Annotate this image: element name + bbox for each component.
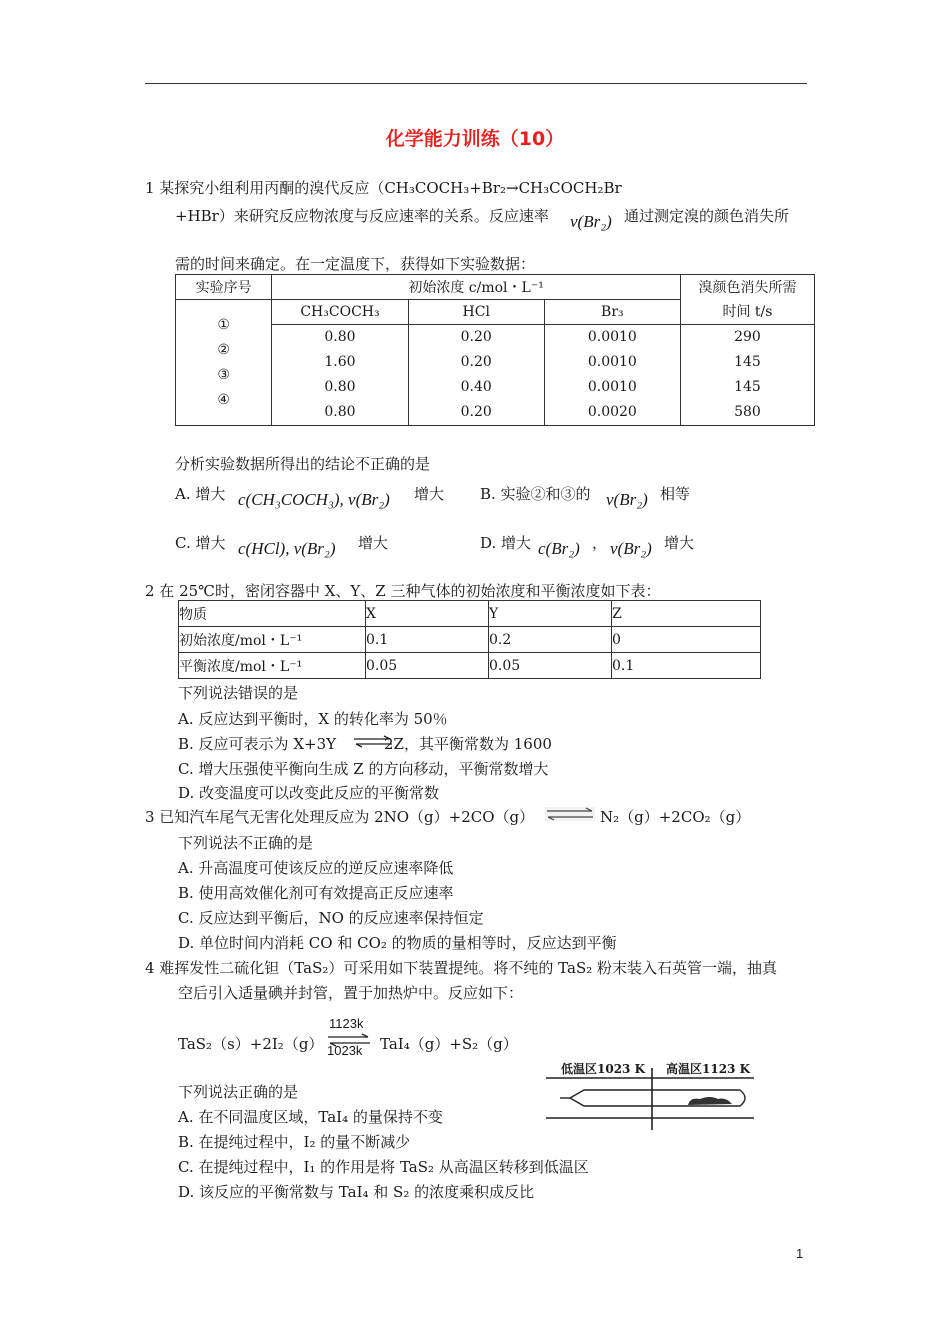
- page-title: 化学能力训练（10）: [385, 128, 565, 150]
- c4-r1: 290: [734, 329, 761, 345]
- c4-r2: 145: [734, 354, 761, 370]
- q3-option-b: B. 使用高效催化剂可有效提高正反应速率: [178, 884, 454, 902]
- q2-option-b-pre: B. 反应可表示为 X+3Y: [178, 735, 337, 753]
- q1-option-d-pre: D. 增大: [480, 534, 532, 552]
- q1-option-b-post: 相等: [660, 485, 691, 503]
- q1-option-a-pre: A. 增大: [175, 485, 226, 503]
- q1-option-a-expr: c(CH₃COCH₃), v(Br₂): [238, 490, 390, 509]
- q3-stem-pre: 3 已知汽车尾气无害化处理反应为 2NO（g）+2CO（g）: [145, 808, 535, 826]
- q1-option-c-pre: C. 增大: [175, 534, 226, 552]
- c1-r2: 1.60: [324, 354, 356, 370]
- q2-r2-3: 0.1: [612, 653, 761, 679]
- q4-eq-left: TaS₂（s）+2I₂（g）: [178, 1035, 324, 1053]
- q4-option-a: A. 在不同温度区域，TaI₄ 的量保持不变: [178, 1108, 443, 1126]
- c2-r3: 0.40: [460, 379, 492, 395]
- q2-stem: 2 在 25℃时，密闭容器中 X、Y、Z 三种气体的初始浓度和平衡浓度如下表：: [145, 582, 661, 600]
- q2-option-a: A. 反应达到平衡时，X 的转化率为 50％: [178, 710, 448, 728]
- sub-h-hcl: HCl: [408, 300, 544, 325]
- c4-r4: 580: [734, 404, 761, 420]
- q4-stem-line2: 空后引入适量碘并封管，置于加热炉中。反应如下：: [178, 984, 524, 1002]
- c4-r3: 145: [734, 379, 761, 395]
- q2-r2-0: 平衡浓度/mol・L⁻¹: [179, 653, 366, 679]
- exp-label-2: ②: [217, 341, 230, 358]
- th-time-a: 溴颜色消失所需: [698, 279, 797, 296]
- q3-option-c: C. 反应达到平衡后，NO 的反应速率保持恒定: [178, 909, 484, 927]
- q1-option-b-pre: B. 实验②和③的: [480, 485, 591, 503]
- q3-question: 下列说法不正确的是: [178, 834, 314, 852]
- q1-option-c-post: 增大: [358, 534, 389, 552]
- c2-r1: 0.20: [460, 329, 492, 345]
- q1-option-d-expr1: c(Br₂): [538, 539, 580, 558]
- q2-r1-2: 0.2: [489, 627, 612, 653]
- c3-r1: 0.0010: [587, 329, 637, 345]
- q1-line2b: 通过测定溴的颜色消失所: [624, 207, 790, 225]
- q2-r1-3: 0: [612, 627, 761, 653]
- zone-high-label: 高温区1123 K: [666, 1062, 751, 1076]
- q3-option-a: A. 升高温度可使该反应的逆反应速率降低: [178, 859, 454, 877]
- c3-r2: 0.0010: [587, 354, 637, 370]
- c2-r4: 0.20: [460, 404, 492, 420]
- q2-r2-2: 0.05: [489, 653, 612, 679]
- q2-h-2: Y: [489, 601, 612, 627]
- q1-line2a: +HBr）来研究反应物浓度与反应速率的关系。反应速率: [175, 207, 549, 225]
- q1-option-c-expr: c(HCl), v(Br₂): [238, 539, 336, 558]
- equilibrium-arrow-icon: [544, 805, 596, 823]
- exp-label-4: ④: [217, 391, 230, 408]
- q4-option-d: D. 该反应的平衡常数与 TaI₄ 和 S₂ 的浓度乘积成反比: [178, 1183, 535, 1201]
- q2-data-table: [178, 600, 761, 679]
- q1-line3: 需的时间来确定。在一定温度下，获得如下实验数据：: [175, 255, 536, 273]
- c1-r1: 0.80: [324, 329, 356, 345]
- q2-r1-0: 初始浓度/mol・L⁻¹: [179, 627, 366, 653]
- q1-option-b-expr: v(Br₂): [606, 490, 648, 509]
- q3-stem-post: N₂（g）+2CO₂（g）: [600, 808, 751, 826]
- exp-label-1: ①: [217, 316, 230, 333]
- q4-eq-right: TaI₄（g）+S₂（g）: [380, 1035, 518, 1053]
- q4-eq-bottom: 1023k: [327, 1043, 363, 1058]
- q2-option-d: D. 改变温度可以改变此反应的平衡常数: [178, 784, 440, 802]
- q4-question: 下列说法正确的是: [178, 1083, 299, 1101]
- c3-r3: 0.0010: [587, 379, 637, 395]
- q2-h-0: 物质: [179, 601, 366, 627]
- q1-option-a-post: 增大: [414, 485, 445, 503]
- zone-low-label: 低温区1023 K: [561, 1062, 646, 1076]
- q2-h-1: X: [366, 601, 489, 627]
- q2-h-3: Z: [612, 601, 761, 627]
- q4-option-b: B. 在提纯过程中，I₂ 的量不断减少: [178, 1133, 411, 1151]
- q2-option-b-post: 2Z，其平衡常数为 1600: [384, 735, 552, 753]
- page-number: 1: [796, 1246, 804, 1261]
- exp-label-3: ③: [217, 366, 230, 383]
- q1-option-d-sep: ，: [592, 534, 608, 552]
- q1-option-d-expr2: v(Br₂): [610, 539, 652, 558]
- q3-option-d: D. 单位时间内消耗 CO 和 CO₂ 的物质的量相等时，反应达到平衡: [178, 934, 617, 952]
- q1-option-d-post: 增大: [664, 534, 695, 552]
- quartz-tube-diagram: [540, 1068, 758, 1130]
- q1-stem: 分析实验数据所得出的结论不正确的是: [175, 455, 431, 473]
- sub-h-acetone: CH₃COCH₃: [272, 300, 408, 325]
- c3-r4: 0.0020: [587, 404, 637, 420]
- q2-r2-1: 0.05: [366, 653, 489, 679]
- q2-r1-1: 0.1: [366, 627, 489, 653]
- c1-r3: 0.80: [324, 379, 356, 395]
- q2-question: 下列说法错误的是: [178, 684, 299, 702]
- q4-eq-top: 1123k: [329, 1016, 364, 1031]
- header-rule: [145, 83, 807, 84]
- th-time-b: 时间 t/s: [722, 303, 773, 320]
- th-time: [680, 275, 814, 325]
- q2-option-c: C. 增大压强使平衡向生成 Z 的方向移动，平衡常数增大: [178, 760, 549, 778]
- q1-rate-expr: v(Br₂): [570, 212, 612, 231]
- c1-r4: 0.80: [324, 404, 356, 420]
- th-exp: 实验序号: [176, 275, 272, 300]
- c2-r2: 0.20: [460, 354, 492, 370]
- q1-line1: 1 某探究小组利用丙酮的溴代反应（CH₃COCH₃+Br₂→CH₃COCH₂Br: [145, 179, 622, 197]
- q4-stem-line1: 4 难挥发性二硫化钽（TaS₂）可采用如下装置提纯。将不纯的 TaS₂ 粉末装入石英管一端，抽真: [145, 959, 777, 977]
- th-conc: 初始浓度 c/mol・L⁻¹: [272, 275, 681, 300]
- q4-option-c: C. 在提纯过程中，I₁ 的作用是将 TaS₂ 从高温区转移到低温区: [178, 1158, 589, 1176]
- q1-data-table: [175, 274, 815, 426]
- sub-h-br: Br₃: [544, 300, 680, 325]
